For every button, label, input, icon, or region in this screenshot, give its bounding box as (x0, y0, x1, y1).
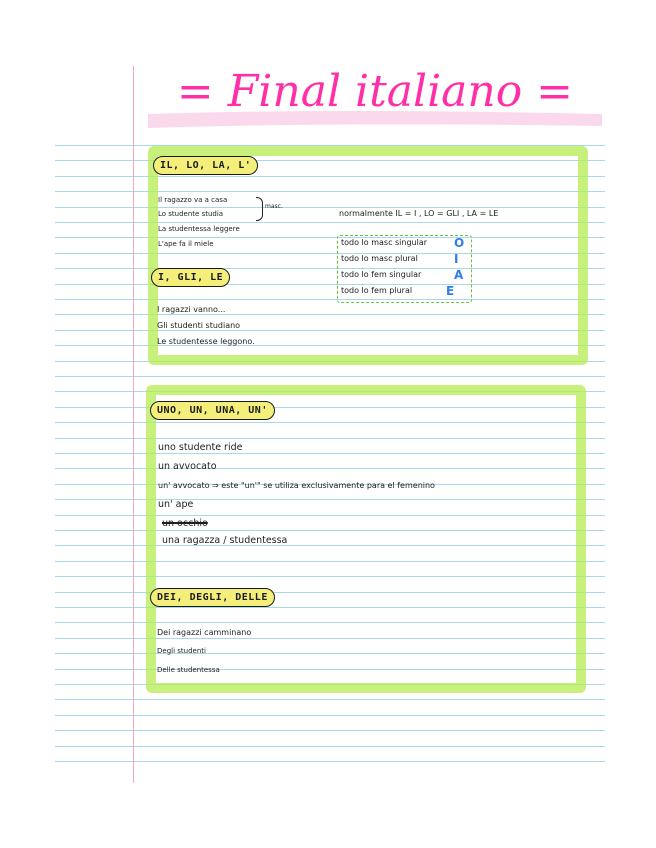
definite-example-4: L'ape fa il miele (158, 240, 214, 248)
legend-letter-o: O (454, 236, 465, 250)
page-title (140, 56, 610, 136)
plural-example-2: Gli studenti studiano (157, 321, 241, 330)
legend-letter-e: E (446, 284, 455, 298)
indefinite-article-tag: UNO, UN, UNA, UN' (150, 401, 275, 420)
definite-example-3: La studentessa leggere (158, 225, 240, 233)
legend-row-4: todo lo fem plural (341, 286, 413, 295)
indefinite-example-4: un' ape (158, 499, 194, 510)
legend-row-3: todo lo fem singular (341, 270, 422, 279)
definite-article-tag: IL, LO, LA, L' (153, 156, 258, 175)
ruled-line (55, 746, 605, 747)
definite-example-1: Il ragazzo va a casa (158, 196, 228, 204)
indefinite-example-5: un occhio (162, 518, 208, 529)
partitive-example-2: Degli studenti (157, 647, 206, 655)
title-text: = Final italiano = (176, 66, 574, 117)
legend-row-2: todo lo masc plural (341, 254, 418, 263)
gender-number-legend (337, 235, 472, 303)
partitive-example-1: Dei ragazzi camminano (157, 628, 252, 637)
normalmente-rule: normalmente IL = I , LO = GLI , LA = LE (339, 209, 499, 218)
legend-row-1: todo lo masc singular (341, 238, 428, 247)
indefinite-example-6: una ragazza / studentessa (162, 535, 288, 546)
indefinite-example-3: un' avvocato ⇒ este "un'" se utiliza exclusivamente para el femenino (158, 481, 435, 490)
definite-example-2: Lo studente studia (158, 210, 224, 218)
ruled-line (55, 761, 605, 762)
legend-letter-i: I (454, 252, 459, 266)
masc-label: masc. (265, 203, 283, 210)
indefinite-example-2: un avvocato (158, 461, 217, 472)
plural-article-tag: I, GLI, LE (151, 268, 230, 287)
margin-line (133, 66, 134, 783)
ruled-line (55, 715, 605, 716)
masc-brace (256, 197, 263, 221)
legend-letter-a: A (454, 268, 464, 282)
plural-example-3: Le studentesse leggono. (157, 337, 255, 346)
ruled-line (55, 730, 605, 731)
partitive-article-tag: DEI, DEGLI, DELLE (150, 588, 275, 607)
indefinite-example-1: uno studente ride (158, 442, 243, 453)
ruled-line (55, 699, 605, 700)
plural-example-1: I ragazzi vanno... (157, 305, 226, 314)
partitive-example-3: Delle studentessa (157, 666, 220, 674)
ruled-line (55, 376, 605, 377)
